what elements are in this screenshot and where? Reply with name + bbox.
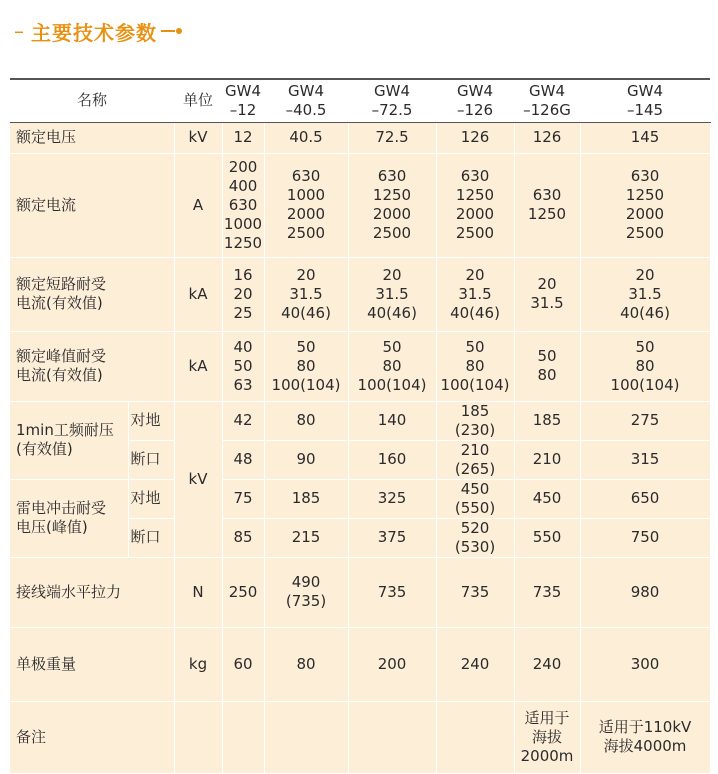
table-cell: 275 [580,401,710,440]
row-label: 接线端水平拉力 [10,557,174,627]
row-label: 备注 [10,701,174,773]
table-cell: 735 [514,557,580,627]
table-cell: 80 [264,627,348,701]
table-cell: 16 20 25 [222,257,264,331]
row-unit: kV [174,122,222,153]
table-cell: 630 1250 2000 2500 [436,153,514,257]
table-cell: 50 80 100(104) [264,331,348,401]
table-cell: 630 1250 2000 2500 [580,153,710,257]
table-cell: 60 [222,627,264,701]
row-sublabel: 对地 [128,479,174,518]
table-cell: 630 1250 [514,153,580,257]
row-label: 额定短路耐受 电流(有效值) [10,257,174,331]
table-row-lightning-ground [10,479,710,518]
table-cell: 50 80 100(104) [580,331,710,401]
table-cell: 40.5 [264,122,348,153]
table-cell: 200 [348,627,436,701]
table-cell: 90 [264,440,348,479]
table-cell: 185 [264,479,348,518]
table-cell: 630 1250 2000 2500 [348,153,436,257]
row-unit: kV [174,401,222,557]
row-unit: kg [174,627,222,701]
table-cell: 40 50 63 [222,331,264,401]
table-cell: 980 [580,557,710,627]
table-cell: 160 [348,440,436,479]
header-model: GW4 –40.5 [264,79,348,122]
row-unit [174,701,222,773]
table-cell: 200 400 630 1000 1250 [222,153,264,257]
table-cell: 240 [436,627,514,701]
header-model: GW4 –72.5 [348,79,436,122]
table-cell: 735 [348,557,436,627]
table-cell: 450 [514,479,580,518]
row-label: 额定电压 [10,122,174,153]
table-cell: 490 (735) [264,557,348,627]
section-heading [14,16,182,46]
table-cell: 48 [222,440,264,479]
row-label: 雷电冲击耐受 电压(峰值) [10,479,128,557]
table-cell: 750 [580,518,710,557]
table-cell: 300 [580,627,710,701]
row-label: 额定峰值耐受 电流(有效值) [10,331,174,401]
table-row-remarks [10,701,710,773]
table-cell: 375 [348,518,436,557]
table-cell [222,701,264,773]
heading-dash: – [14,19,25,43]
table-cell: 215 [264,518,348,557]
table-cell: 145 [580,122,710,153]
table-cell: 240 [514,627,580,701]
row-unit: kA [174,331,222,401]
row-unit: A [174,153,222,257]
table-cell: 20 31.5 40(46) [348,257,436,331]
table-cell: 210 (265) [436,440,514,479]
table-header-row [10,79,710,122]
table-cell [264,701,348,773]
heading-title: 主要技术参数 [31,20,157,45]
table-cell: 50 80 [514,331,580,401]
spec-table [10,78,711,774]
table-cell: 550 [514,518,580,557]
table-cell: 72.5 [348,122,436,153]
table-cell: 50 80 100(104) [348,331,436,401]
table-cell: 75 [222,479,264,518]
table-row-terminal-force [10,557,710,627]
table-cell: 185 [514,401,580,440]
header-model: GW4 –126 [436,79,514,122]
table-cell: 315 [580,440,710,479]
table-cell: 126 [436,122,514,153]
row-sublabel: 断口 [128,518,174,557]
table-cell: 325 [348,479,436,518]
table-cell: 42 [222,401,264,440]
table-cell: 630 1000 2000 2500 [264,153,348,257]
row-label: 额定电流 [10,153,174,257]
table-cell: 20 31.5 40(46) [580,257,710,331]
row-label: 1min工频耐压 (有效值) [10,401,128,479]
table-cell: 20 31.5 40(46) [436,257,514,331]
table-cell: 20 31.5 [514,257,580,331]
table-cell: 735 [436,557,514,627]
table-row-power-freq-ground [10,401,710,440]
table-row-peak-withstand [10,331,710,401]
table-row-pole-weight [10,627,710,701]
table-cell: 适用于 海拔 2000m [514,701,580,773]
heading-line-decoration [161,30,175,32]
row-unit: kA [174,257,222,331]
header-name: 名称 [10,79,174,122]
table-cell: 适用于110kV 海拔4000m [580,701,710,773]
heading-dot-icon [176,28,182,34]
table-cell: 450 (550) [436,479,514,518]
table-cell [348,701,436,773]
table-cell: 126 [514,122,580,153]
table-cell: 20 31.5 40(46) [264,257,348,331]
table-row-short-circuit [10,257,710,331]
header-model: GW4 –145 [580,79,710,122]
table-cell: 140 [348,401,436,440]
header-model: GW4 –126G [514,79,580,122]
table-row-rated-voltage [10,122,710,153]
table-cell: 520 (530) [436,518,514,557]
row-sublabel: 断口 [128,440,174,479]
table-cell: 12 [222,122,264,153]
row-sublabel: 对地 [128,401,174,440]
table-cell [436,701,514,773]
table-cell: 185 (230) [436,401,514,440]
table-cell: 650 [580,479,710,518]
table-cell: 80 [264,401,348,440]
table-cell: 85 [222,518,264,557]
header-unit: 单位 [174,79,222,122]
table-cell: 50 80 100(104) [436,331,514,401]
header-model: GW4 –12 [222,79,264,122]
row-unit: N [174,557,222,627]
table-cell: 250 [222,557,264,627]
row-label: 单极重量 [10,627,174,701]
table-cell: 210 [514,440,580,479]
table-row-rated-current [10,153,710,257]
